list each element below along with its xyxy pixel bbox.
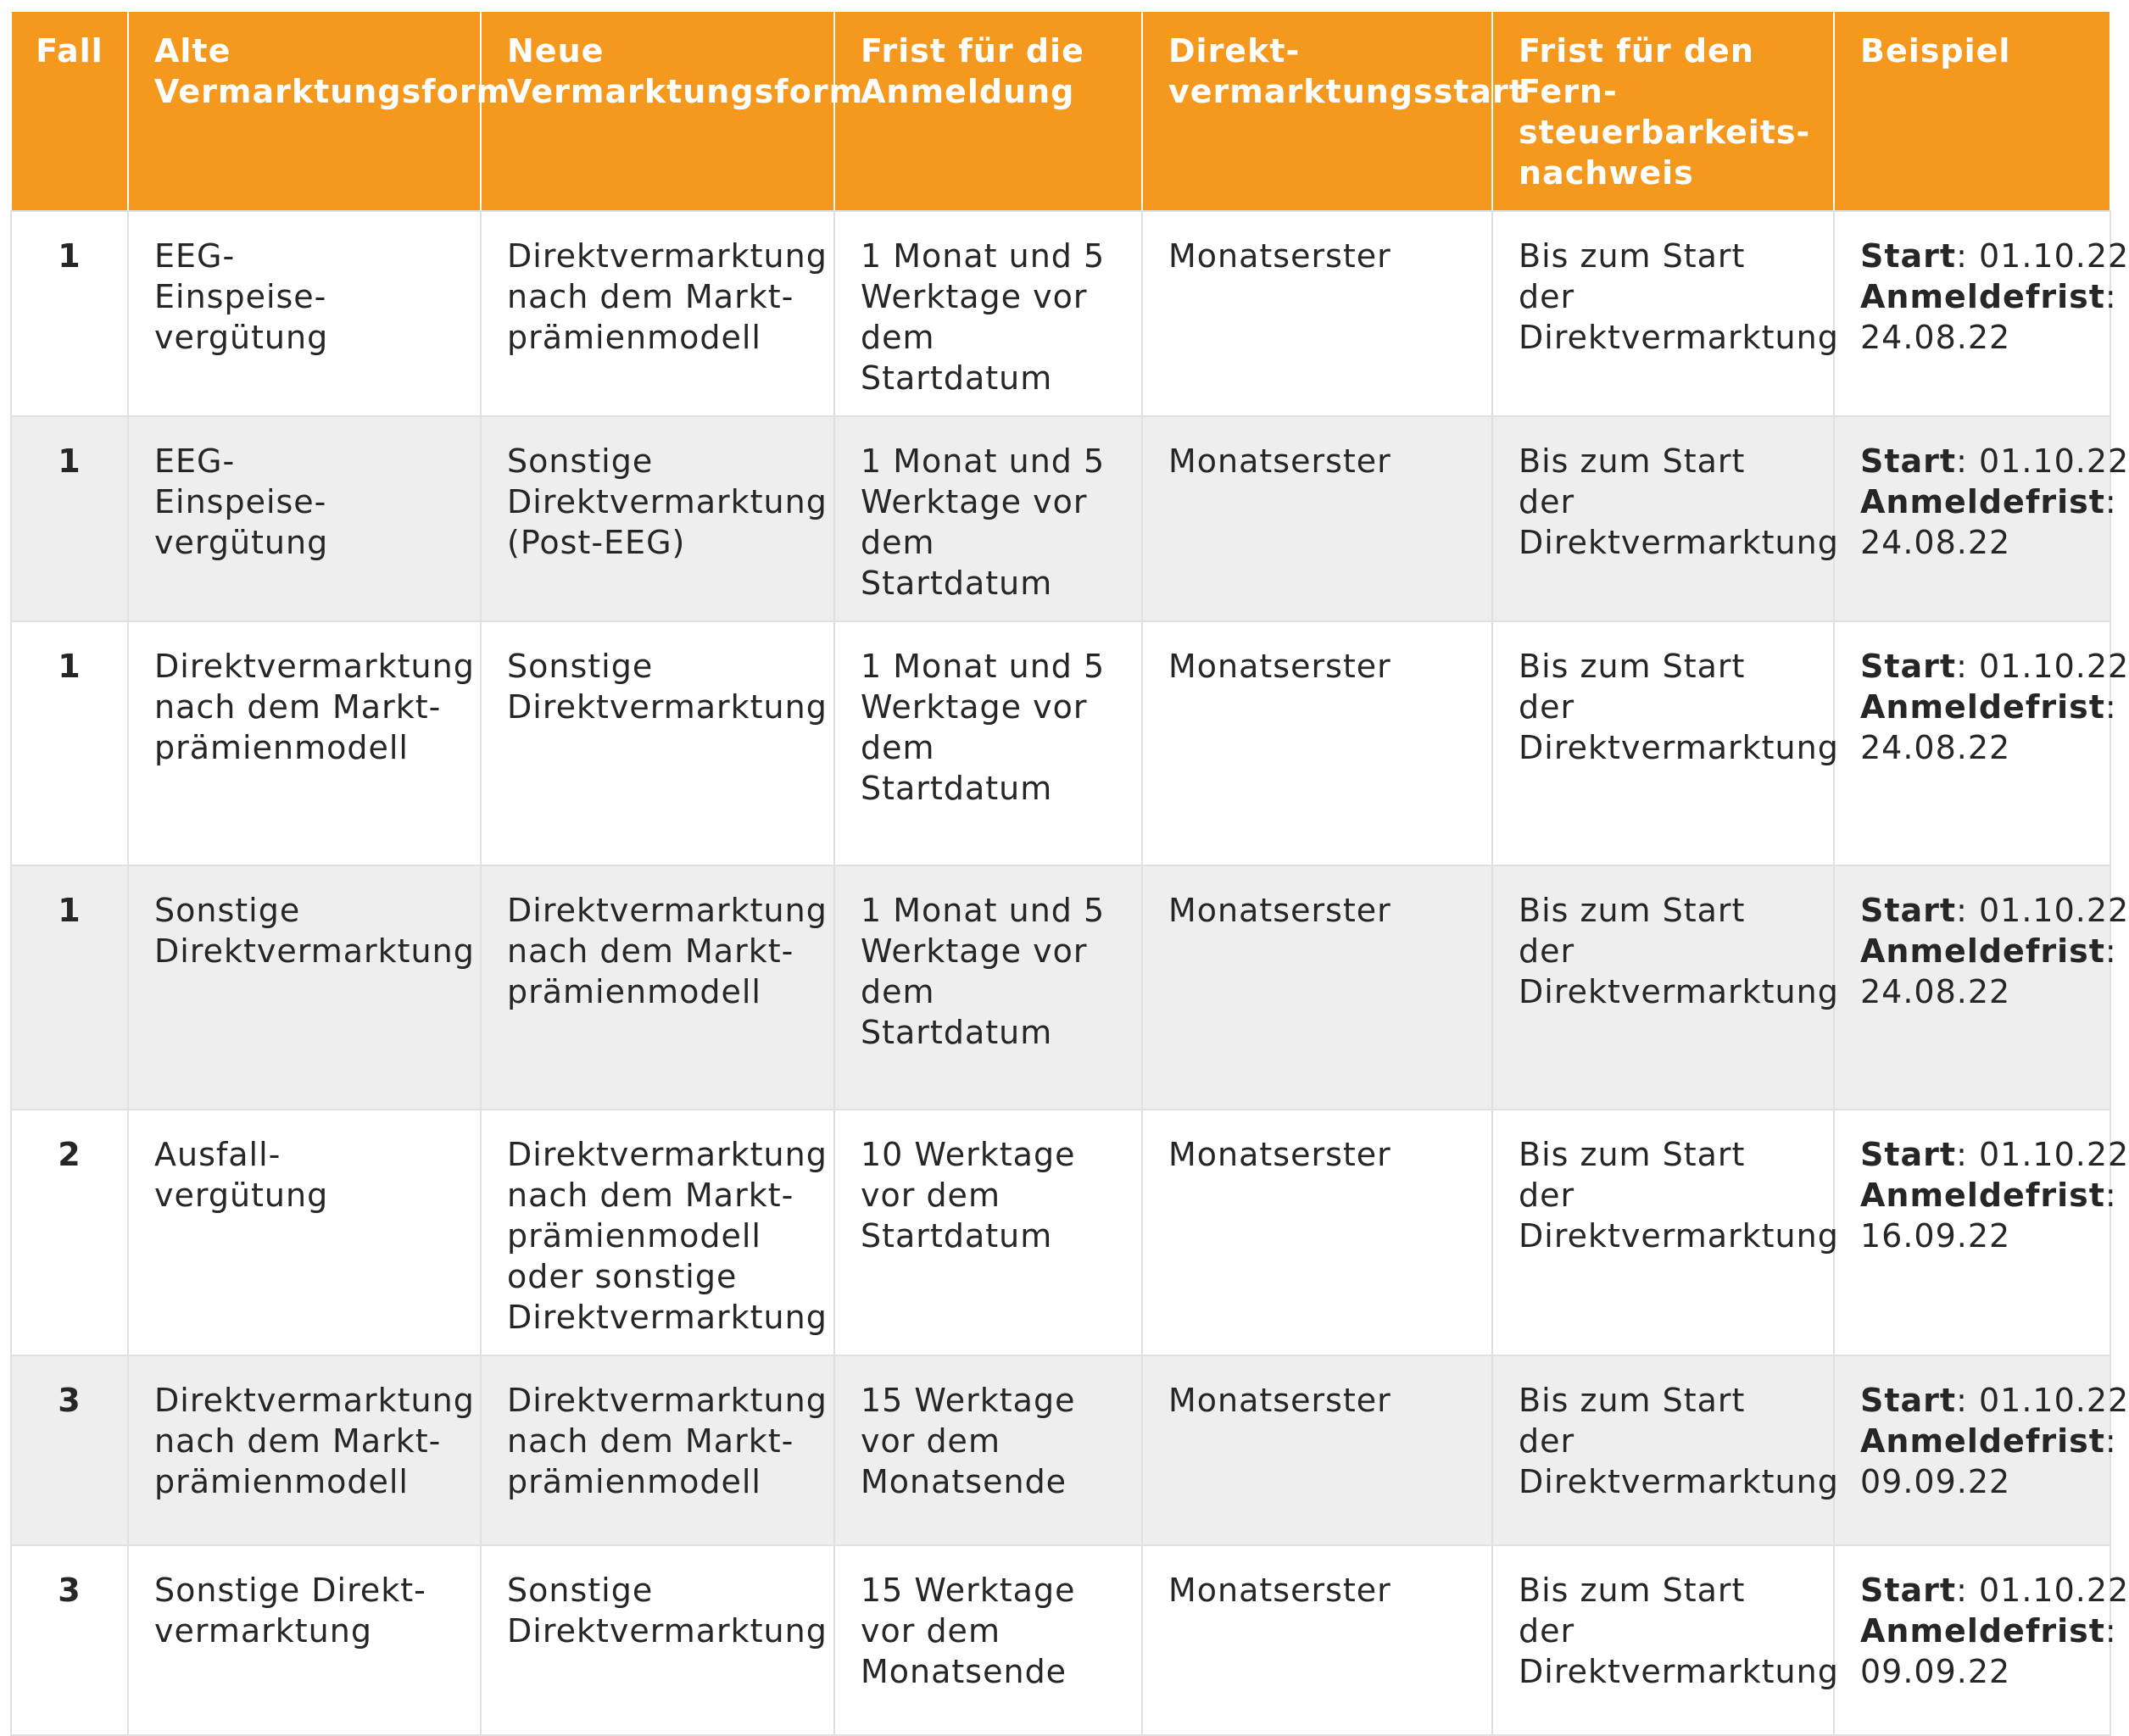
cell-fernsteuerbarkeit: Bis zum Start der Direktvermarktung [1492, 1545, 1834, 1735]
cell-fernsteuerbarkeit: Bis zum Start der Direktvermarktung [1492, 1110, 1834, 1355]
deadline-date: 24.08.22 [1860, 973, 2011, 1010]
start-date: 01.10.22 [1978, 1382, 2129, 1419]
cell-neue-form: Direktvermarktung nach dem Markt- prämienmodell [481, 865, 834, 1110]
cell-frist: 1 Monat und 5 Werktage vor dem Startdatum [834, 865, 1142, 1110]
cell-alte-form: EEG- Einspeise- vergütung [128, 211, 481, 416]
start-label: Start [1860, 1136, 1957, 1173]
deadline-date: 09.09.22 [1860, 1463, 2011, 1500]
header-row [11, 11, 2110, 211]
deadline-date: 24.08.22 [1860, 729, 2011, 766]
header-neue-vermarktungsform: Neue Vermarktungsform [481, 11, 834, 211]
cell-neue-form: Sonstige Direktvermarktung [481, 621, 834, 865]
start-label: Start [1860, 1572, 1957, 1609]
start-label: Start [1860, 892, 1957, 929]
header-alte-vermarktungsform: Alte Vermarktungsform [128, 11, 481, 211]
start-label: Start [1860, 1382, 1957, 1419]
cell-fall: 2 [11, 1110, 128, 1355]
cell-alte-form: Sonstige Direkt- vermarktung [128, 1545, 481, 1735]
cell-beispiel: Start: 01.10.22 Anmeldefrist: 24.08.22 [1834, 865, 2110, 1110]
cell-beispiel: Start: 01.10.22 Anmeldefrist: 24.08.22 [1834, 621, 2110, 865]
header-direktvermarktungsstart: Direkt- vermarktungsstart [1142, 11, 1492, 211]
cell-frist: 1 Monat und 5 Werktage vor dem Startdatum [834, 621, 1142, 865]
cell-beispiel: Start: 01.10.22 Anmeldefrist: 09.09.22 [1834, 1545, 2110, 1735]
cell-beispiel: Start: 01.10.22 Anmeldefrist: 24.08.22 [1834, 211, 2110, 416]
cell-start: Monatserster [1142, 211, 1492, 416]
cell-start: Monatserster [1142, 1110, 1492, 1355]
cell-alte-form: EEG- Einspeise- vergütung [128, 416, 481, 621]
cell-neue-form: Sonstige Direktvermarktung (Post-EEG) [481, 416, 834, 621]
cell-alte-form: Ausfall- vergütung [128, 1110, 481, 1355]
start-label: Start [1860, 648, 1957, 685]
start-date: 01.10.22 [1978, 442, 2129, 480]
cell-alte-form: Direktvermarktung nach dem Markt- prämienmodell [128, 621, 481, 865]
cell-fall: 1 [11, 621, 128, 865]
cell-start: Monatserster [1142, 1355, 1492, 1545]
deadline-label: Anmeldefrist [1860, 483, 2105, 520]
deadline-label: Anmeldefrist [1860, 1177, 2105, 1214]
table-row [11, 416, 2110, 621]
cell-fernsteuerbarkeit: Bis zum Start der Direktvermarktung [1492, 416, 1834, 621]
cell-fernsteuerbarkeit: Bis zum Start der Direktvermarktung [1492, 621, 1834, 865]
start-date: 01.10.22 [1978, 237, 2129, 275]
cell-fernsteuerbarkeit: Bis zum Start der Direktvermarktung [1492, 211, 1834, 416]
deadline-label: Anmeldefrist [1860, 1422, 2105, 1460]
deadline-label: Anmeldefrist [1860, 932, 2105, 970]
cell-fall: 1 [11, 416, 128, 621]
cell-fall: 1 [11, 865, 128, 1110]
cell-neue-form: Sonstige Direktvermarktung [481, 1545, 834, 1735]
cell-neue-form: Direktvermarktung nach dem Markt- prämienmodell [481, 1355, 834, 1545]
deadline-date: 24.08.22 [1860, 319, 2011, 356]
cell-fernsteuerbarkeit: Bis zum Start der Direktvermarktung [1492, 1355, 1834, 1545]
cell-start: Monatserster [1142, 416, 1492, 621]
vermarktung-table [10, 10, 2129, 1736]
header-frist-anmeldung: Frist für die Anmeldung [834, 11, 1142, 211]
cell-frist: 1 Monat und 5 Werktage vor dem Startdatum [834, 211, 1142, 416]
table-row [11, 1110, 2110, 1355]
start-label: Start [1860, 442, 1957, 480]
cell-fall: 1 [11, 211, 128, 416]
deadline-label: Anmeldefrist [1860, 1612, 2105, 1650]
cell-start: Monatserster [1142, 621, 1492, 865]
cell-beispiel: Start: 01.10.22 Anmeldefrist: 24.08.22 [1834, 416, 2110, 621]
header-fall: Fall [11, 11, 128, 211]
table-row [11, 211, 2110, 416]
deadline-label: Anmeldefrist [1860, 688, 2105, 726]
cell-beispiel: Start: 01.10.22 Anmeldefrist: 09.09.22 [1834, 1355, 2110, 1545]
cell-beispiel: Start: 01.10.22 Anmeldefrist: 16.09.22 [1834, 1110, 2110, 1355]
deadline-date: 16.09.22 [1860, 1217, 2011, 1255]
table-row [11, 1355, 2110, 1545]
start-date: 01.10.22 [1978, 1572, 2129, 1609]
cell-fernsteuerbarkeit: Bis zum Start der Direktvermarktung [1492, 865, 1834, 1110]
cell-frist: 15 Werktage vor dem Monatsende [834, 1545, 1142, 1735]
header-beispiel: Beispiel [1834, 11, 2110, 211]
cell-frist: 1 Monat und 5 Werktage vor dem Startdatum [834, 416, 1142, 621]
table-row [11, 1545, 2110, 1735]
start-label: Start [1860, 237, 1957, 275]
cell-fall: 3 [11, 1355, 128, 1545]
cell-frist: 10 Werktage vor dem Startdatum [834, 1110, 1142, 1355]
start-date: 01.10.22 [1978, 648, 2129, 685]
start-date: 01.10.22 [1978, 892, 2129, 929]
deadline-date: 24.08.22 [1860, 524, 2011, 561]
cell-neue-form: Direktvermarktung nach dem Markt- prämienmodell oder sonstige Direktvermarktung [481, 1110, 834, 1355]
cell-alte-form: Direktvermarktung nach dem Markt- prämienmodell [128, 1355, 481, 1545]
header-frist-fernsteuerbarkeit: Frist für den Fern- steuerbarkeits- nachweis [1492, 11, 1834, 211]
cell-start: Monatserster [1142, 865, 1492, 1110]
cell-fall: 3 [11, 1545, 128, 1735]
cell-alte-form: Sonstige Direktvermarktung [128, 865, 481, 1110]
cell-start: Monatserster [1142, 1545, 1492, 1735]
deadline-date: 09.09.22 [1860, 1653, 2011, 1690]
cell-neue-form: Direktvermarktung nach dem Markt- prämienmodell [481, 211, 834, 416]
cell-frist: 15 Werktage vor dem Monatsende [834, 1355, 1142, 1545]
deadline-label: Anmeldefrist [1860, 278, 2105, 315]
start-date: 01.10.22 [1978, 1136, 2129, 1173]
table-row [11, 621, 2110, 865]
table-row [11, 865, 2110, 1110]
